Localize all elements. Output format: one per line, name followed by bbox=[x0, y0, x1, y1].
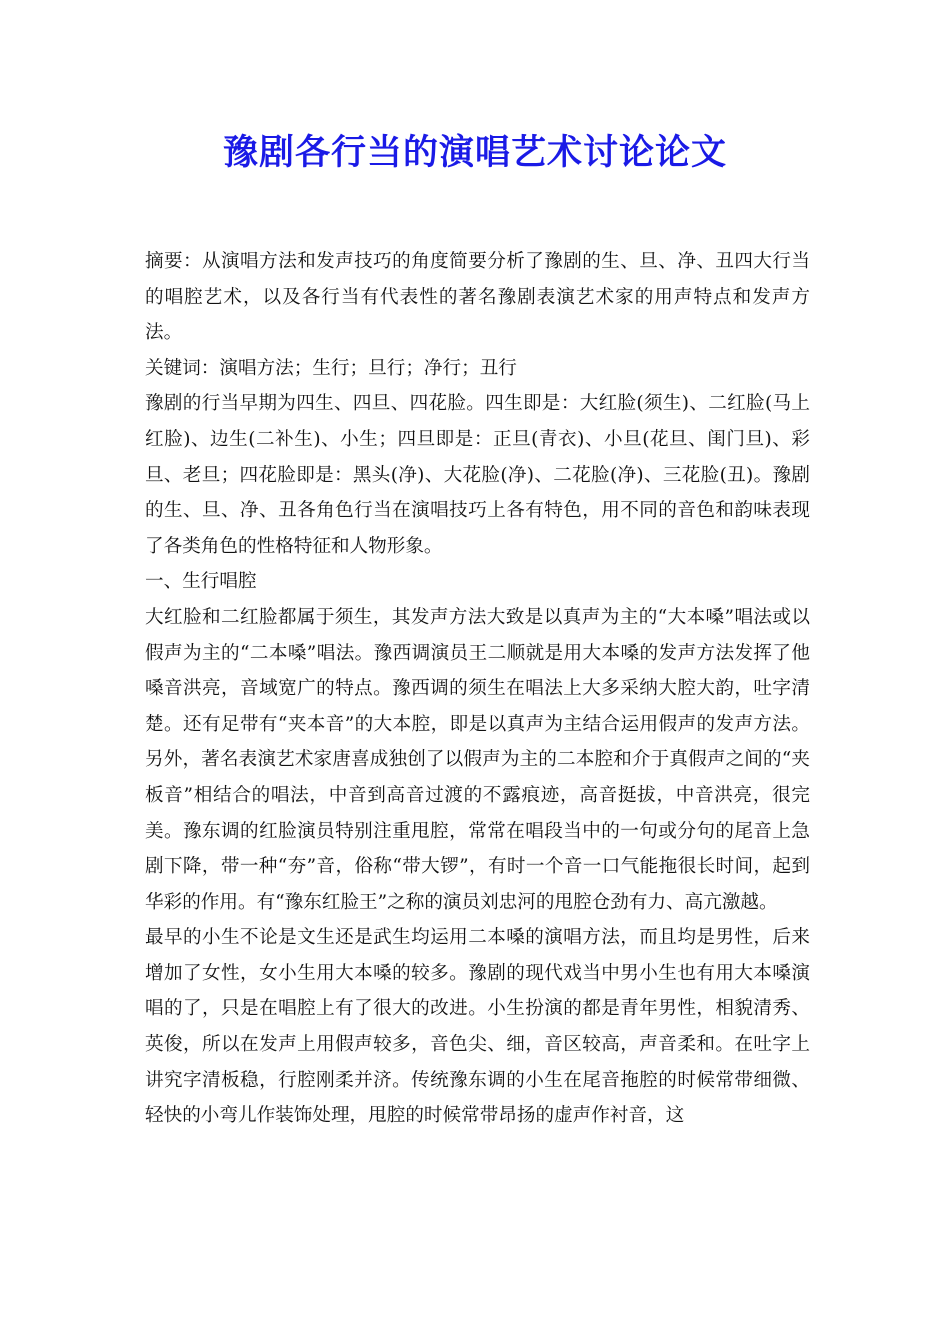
section-heading: 一、生行唱腔 bbox=[145, 571, 257, 593]
document-body bbox=[145, 244, 810, 1134]
keywords-paragraph: 关键词：演唱方法；生行；旦行；净行；丑行 bbox=[145, 357, 517, 379]
body-paragraph: 最早的小生不论是文生还是武生均运用二本嗓的演唱方法，而且均是男性，后来增加了女性，女小生用大本嗓的较多。豫剧的现代戏当中男小生也有用大本嗓演唱的了，只是在唱腔上有了很大的改进。小生扮演的都是青年男性，相貌清秀、英俊，所以在发声上用假声较多，音色尖、细，音区较高，声音柔和。在吐字上讲究字清板稳，行腔刚柔并济。传统豫东调的小生在尾音拖腔的时候常带细微、轻快的小弯儿作装饰处理，甩腔的时候常带昂扬的虚声作衬音，这 bbox=[145, 927, 810, 1127]
abstract-paragraph: 摘要：从演唱方法和发声技巧的角度简要分析了豫剧的生、旦、净、丑四大行当的唱腔艺术，以及各行当有代表性的著名豫剧表演艺术家的用声特点和发声方法。 bbox=[145, 251, 810, 344]
intro-paragraph: 豫剧的行当早期为四生、四旦、四花脸。四生即是：大红脸(须生)、二红脸(马上红脸)、边生(二补生)、小生；四旦即是：正旦(青衣)、小旦(花旦、闺门旦)、彩旦、老旦；四花脸即是：黑头(净)、大花脸(净)、二花脸(净)、三花脸(丑)。豫剧的生、旦、净、丑各角色行当在演唱技巧上各有特色，用不同的音色和韵味表现了各类角色的性格特征和人物形象。 bbox=[145, 393, 810, 557]
document-title: 豫剧各行当的演唱艺术讨论论文 bbox=[222, 133, 727, 173]
body-paragraph: 大红脸和二红脸都属于须生，其发声方法大致是以真声为主的“大本嗓”唱法或以假声为主的“二本嗓”唱法。豫西调演员王二顺就是用大本嗓的发声方法发挥了他嗓音洪亮，音域宽广的特点。豫西调的须生在唱法上大多采纳大腔大韵，吐字清楚。还有足带有“夹本音”的大本腔，即是以真声为主结合运用假声的发声方法。另外，著名表演艺术家唐喜成独创了以假声为主的二本腔和介于真假声之间的“夹板音”相结合的唱法，中音到高音过渡的不露痕迹，高音挺拔，中音洪亮，很完美。豫东调的红脸演员特别注重甩腔，常常在唱段当中的一句或分句的尾音上急剧下降，带一种“夯”音，俗称“带大锣”，有时一个音一口气能拖很长时间，起到华彩的作用。有“豫东红脸王”之称的演员刘忠河的甩腔仓劲有力、高亢激越。 bbox=[145, 606, 810, 913]
